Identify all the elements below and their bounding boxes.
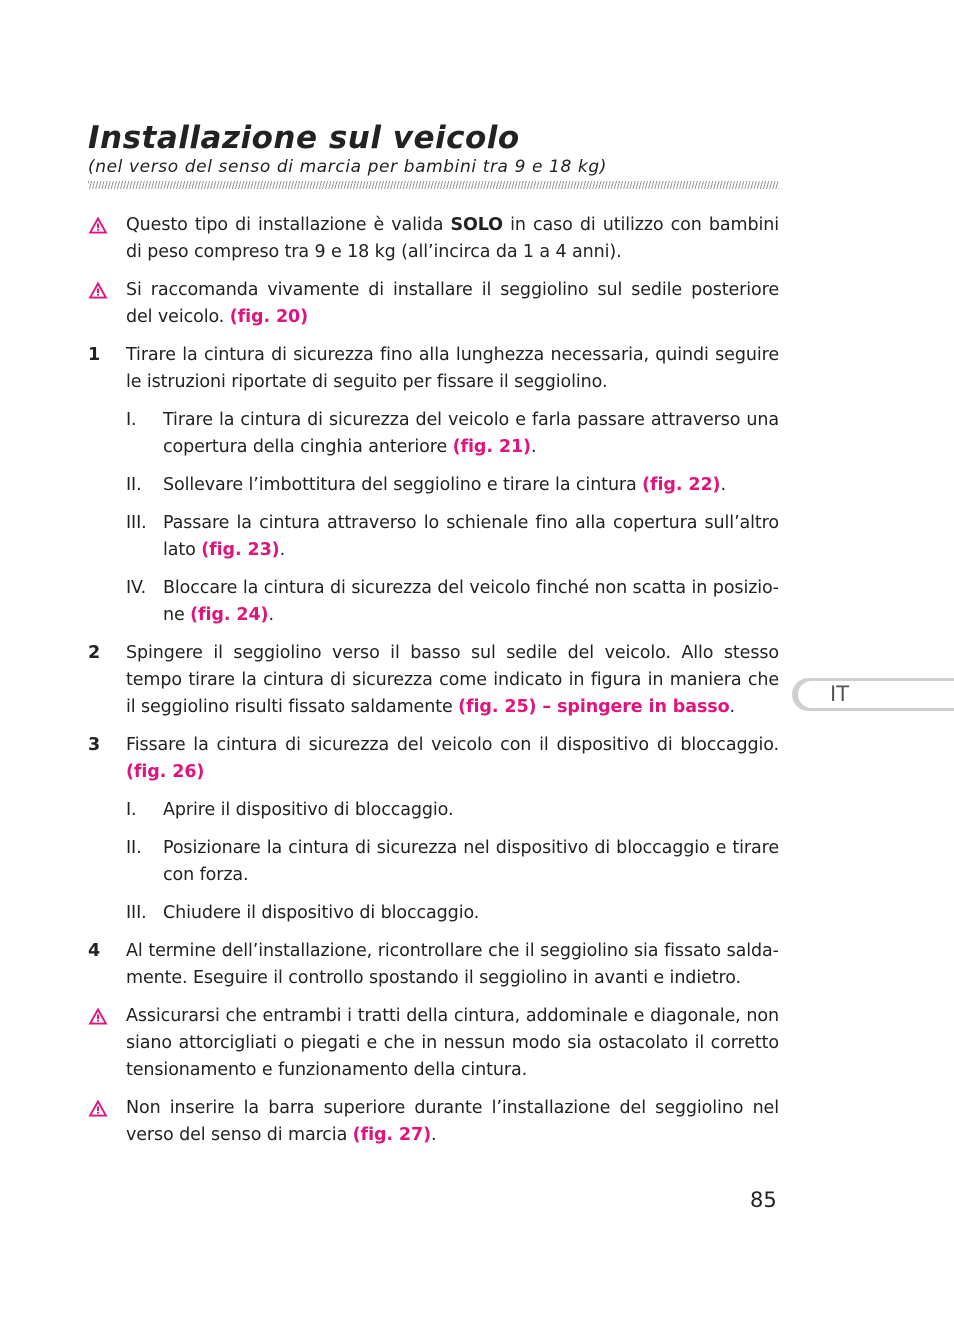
sub-step-marker: II. [126,475,142,495]
figure-reference: (fig. 25) – spingere in basso [458,697,730,717]
paragraph-text: . [530,437,537,457]
paragraph-text: . [431,1125,437,1145]
paragraph-text: Fissare la cintura di sicurezza del veicolo con il dispositivo di bloccaggio. [126,735,779,755]
paragraph-text: Bloccare la cintura di sicurezza del veicolo finché non scatta in posizione [163,578,779,625]
sub-step-marker: IV. [126,578,147,598]
paragraph-text: . [268,605,274,625]
step-number: 1 [88,345,101,365]
sub-step-marker: I. [126,410,137,430]
paragraph-text: Assicurarsi che entrambi i tratti della cintura, addominale e diagonale, non siano attorcigliati o piegati e che in nessun modo sia ostacolato il corretto tensionamento e funzionamento della cintura. [126,1006,779,1080]
sub-step [88,510,779,564]
paragraph-text: . [729,697,735,717]
paragraph-text: Sollevare l’imbottitura del seggiolino e tirare la cintura [163,475,643,495]
step-item [88,342,779,396]
paragraph-text: Posizionare la cintura di sicurezza nel dispositivo di bloccaggio e tirare con forza. [163,838,779,885]
instructions-body [88,212,779,1160]
warning-paragraph [88,1095,779,1149]
paragraph-text: Non inserire la barra superiore durante l’installazione del seggiolino nel verso del senso di marcia [126,1098,779,1145]
figure-reference: (fig. 21) [452,437,531,457]
warning-triangle-icon [88,1007,108,1025]
paragraph-text: Passare la cintura attraverso lo schienale fino alla copertura sull’altro lato [163,513,779,560]
sub-step [88,407,779,461]
figure-reference: (fig. 27) [352,1125,431,1145]
warning-triangle-icon [88,281,108,299]
paragraph-text: . [720,475,726,495]
paragraph-text: Questo tipo di installazione è valida [126,215,451,235]
sub-step [88,575,779,629]
sub-step [88,797,779,824]
step-item [88,732,779,786]
sub-step-marker: III. [126,513,147,533]
step-number: 4 [88,941,101,961]
warning-triangle-icon [88,1099,108,1117]
sub-step [88,472,779,499]
step-number: 3 [88,735,101,755]
language-tab-inner [798,681,954,708]
figure-reference: (fig. 26) [126,762,205,782]
warning-triangle-icon [88,216,108,234]
paragraph-text: Si raccomanda vivamente di installare il seggiolino sul sedile posteriore del veicolo. [126,280,779,327]
paragraph-text: Aprire il dispositivo di bloccaggio. [163,800,454,820]
language-tab-label: IT [830,682,850,706]
figure-reference: (fig. 22) [642,475,721,495]
sub-step-marker: II. [126,838,142,858]
paragraph-text: Tirare la cintura di sicurezza del veicolo e farla passare attraverso una copertura della cinghia anteriore [163,410,779,457]
figure-reference: (fig. 24) [190,605,269,625]
sub-step-marker: I. [126,800,137,820]
paragraph-text: Al termine dell’installazione, ricontrollare che il seggiolino sia fissato saldamente. Eseguire il controllo spostando il seggiolino in avanti e indietro. [126,941,779,988]
warning-paragraph [88,1003,779,1084]
step-item [88,938,779,992]
paragraph-text: Chiudere il dispositivo di bloccaggio. [163,903,480,923]
hatched-divider [88,181,779,189]
paragraph-text: Tirare la cintura di sicurezza fino alla lunghezza necessaria, quindi seguire le istruzioni riportate di seguito per fissare il seggiolino. [126,345,779,392]
warning-paragraph [88,212,779,266]
emphasis-text: SOLO [450,215,503,235]
warning-paragraph [88,277,779,331]
paragraph-text: . [279,540,286,560]
page-title: Installazione sul veicolo [88,120,520,156]
figure-reference: (fig. 20) [229,307,309,327]
step-item [88,640,779,721]
sub-step [88,835,779,889]
sub-step [88,900,779,927]
step-number: 2 [88,643,101,663]
figure-reference: (fig. 23) [201,540,280,560]
sub-step-marker: III. [126,903,147,923]
paragraph-text: in caso di utilizzo con bambini di peso compreso tra 9 e 18 kg (all’incirca da 1 a 4 anni). [126,215,779,262]
page-subtitle: (nel verso del senso di marcia per bambini tra 9 e 18 kg) [88,157,607,177]
paragraph-text: Spingere il seggiolino verso il basso sul sedile del veicolo. Allo stesso tempo tirare la cintura di sicurezza come indicato in figura in maniera che il seggiolino risulti fissato saldamente [126,643,779,717]
page-number: 85 [750,1188,777,1212]
